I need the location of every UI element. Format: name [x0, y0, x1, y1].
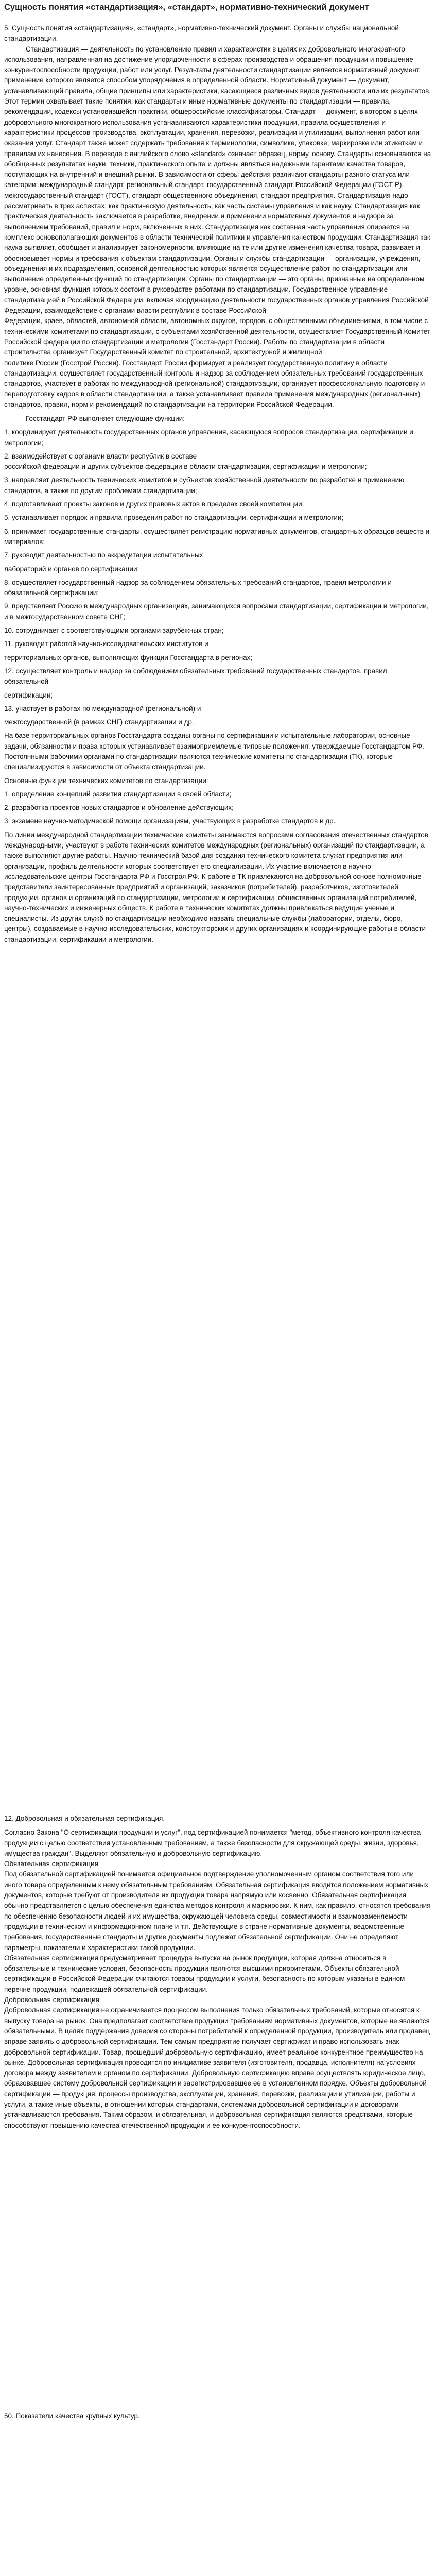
section-12	[4, 1814, 431, 2131]
list-item: территориальных органов, выполняющих функции Госстандарта в регионах;	[4, 653, 253, 662]
paragraph: Согласно Закона "О сертификации продукции и услуг", под сертификацией понимается "метод, объективного контроля качества продукции с целью соответствия установленным требованиям, а также безопасности для окружающей среды, жизни, здоровья, имущества граждан". Выделяют обязательную и добровольную сертификацию.	[4, 1828, 421, 1857]
list-item: межгосударственной (в рамках СНГ) стандартизации и др.	[4, 718, 194, 726]
list-item: 9. представляет Россию в международных организациях, занимающихся вопросами стандартизации, сертификации и метрологии, и в межгосударственном совете СНГ;	[4, 602, 429, 621]
list-item: 2. взаимодействует с органами власти республик в составе	[4, 452, 197, 460]
list-item: 7. руководит деятельностью по аккредитации испытательных	[4, 551, 203, 560]
list-item: 8. осуществляет государственный надзор за соблюдением обязательных требований стандартов, правил метрологии и обязательной сертификации;	[4, 578, 392, 597]
list-item: 6. принимает государственные стандарты, осуществляет регистрацию нормативных документов, стандартных образцов веществ и материалов;	[4, 527, 430, 546]
section-5	[4, 23, 431, 945]
duties-intro: Госстандарт РФ выполняет следующие функции:	[26, 414, 185, 422]
paragraph: По линии международной стандартизации технические комитеты занимаются вопросами согласования отечественных стандартов международными, участвуют в работе технических комитетов международных (региональных) организаций по стандартизации, а также выполняют другие работы. Научно-технический базой для создания технического комитета служат предприятия или организации, профиль деятельности которых соответствует его специализации. Их участие включается в научно-исследовательские центры Госстандарта РФ и Госстроя РФ. К работе в ТК привлекаются на добровольной основе полномочные представители заинтересованных предприятий и организаций, заказчиков (потребителей), разработчиков, изготовителей продукции, органов и организаций по стандартизации, метрологии и сертификации, общественных организаций потребителей, научно-технических и инженерных обществ. К работе в технических комитетах должны привлекаться ведущие ученые и специалисты. Из других служб по стандартизации необходимо назвать специальные службы (лаборатории, отделы, бюро, центры), создаваемые в научно-исследовательских, конструкторских и других организациях и координирующие работы в области стандартизации, сертификации и метрологии.	[4, 831, 428, 943]
list-item: 3. направляет деятельность технических комитетов и субъектов хозяйственной деятельности по разработке и применению стандартов, а также по другим проблемам стандартизации;	[4, 476, 405, 495]
list-item: 2. разработка проектов новых стандартов и обновление действующих;	[4, 804, 234, 812]
list-item: 13. участвует в работах по международной (региональной) и	[4, 704, 201, 713]
section-50-heading: 50. Показатели качества крупных культур.	[4, 2412, 140, 2420]
list-item: 10. сотрудничает с соответствующими органами зарубежных стран;	[4, 626, 224, 635]
section-12-heading: 12. Добровольная и обязательная сертификация.	[4, 1815, 165, 1822]
list-item: сертификации;	[4, 691, 53, 699]
paragraph: Добровольная сертификация не ограничивается процессом выполнения только обязательных требований, которые относятся к выпуску товара на рынок. Она предполагает соответствие продукции требованиям нормативных документов, которые не являются обязательными. В целях поддержания доверия со стороны потребителей к определенной продукции, производитель или продавец вправе заявить о добровольной сертификации. Тем самым предприятие получает сертификат и право использовать знак добровольной сертификации. Товар, прошедший добровольную сертификацию, имеет реальное конкурентное преимущество на рынке. Добровольная сертификация проводится по инициативе заявителя (изготовителя, продавца, исполнителя) на условиях договора между заявителем и органом по сертификации. Добровольную сертификацию вправе осуществлять юридическое лицо, образовавшее систему добровольной сертификации и зарегистрировавшее ее в установленном порядке. Объекты добровольной сертификации — продукция, процессы производства, эксплуатации, хранения, перевозки, реализации и утилизации, работы и услуги, а также иные объекты, в отношении которых стандартами, системами добровольной сертификации и договорами устанавливаются требования. Таким образом, и обязательная, и добровольная сертификация являются средствами, которые способствуют повышению качества отечественной продукции и ее конкурентоспособности.	[4, 2006, 430, 2129]
paragraph: Федерации, краев, областей, автономной области, автономных округов, городов, с общественными объединениями, в том числе с техническими комитетами по стандартизации, с субъектами хозяйственной деятельности, осуществляет Государственный Комитет Российской федерации по стандартизации и метрологии (Госстандарт России). Работы по стандартизации в области строительства организует Государственный комитет по строительной, архитектурной и жилищной	[4, 317, 431, 357]
paragraph: политике России (Госстрой России). Госстандарт России формирует и реализует государственную политику в области стандартизации, осуществляет государственный контроль и надзор за соблюдением обязательных требований государственных стандартов, участвует в работах по международной (региональной) стандартизации, организует профессиональную подготовку и переподготовку кадров в области стандартизации, а также устанавливает правила применения международных (региональных) стандартов, правил, норм и рекомендаций по стандартизации на территории Российской Федерации.	[4, 359, 425, 409]
subheading: Обязательная сертификация	[4, 1860, 98, 1868]
list-item: российской федерации и других субъектов федерации в области стандартизации, сертификации и метрологии;	[4, 463, 367, 471]
list-item: 4. подготавливает проекты законов и других правовых актов в пределах своей компетенции;	[4, 500, 304, 509]
list-item: 12. осуществляет контроль и надзор за соблюдением обязательных требований государственных стандартов, правил обязательной	[4, 667, 387, 686]
paragraph: Под обязательной сертификацией понимается официальное подтверждение уполномоченным органом соответствия того или иного товара определенным к нему обязательным требованиям. Обязательная сертификация вводится положением нормативных документов, которые требуют от производителя их продукции товара напрямую или косвенно. Обязательная сертификация обычно представляется с целью обеспечения единства методов контроля и маркировки. К ним, как правило, относятся требования по обеспечению безопасности людей и их имущества, окружающей человека среды, совместимости и взаимозаменяемости продукции в техническом и информационном плане и т.п. Действующие в стране нормативные документы, ведомственные требования, государственные стандарты и другие документы подлежат обязательной сертификации. Они не определяют параметры, показатели и характеристики такой продукции.	[4, 1870, 431, 1952]
paragraph: Обязательная сертификация предусматривает процедура выпуска на рынок продукции, которая должна относиться в обязательные и технические условия, безопасность продукции являются высшими приоритетами. Объекты обязательной сертификации в Российской Федерации считаются товары продукции и услуги, безопасность по которым указаны в едином перечне продукции, подлежащей обязательной сертификации.	[4, 1954, 405, 1993]
paragraph: На базе территориальных органов Госстандарта созданы органы по сертификации и испытательные лаборатории, основные задачи, обязанности и права которых устанавливает взаимоприемлемые типовые положения, утверждаемые Госстандартом РФ. Постоянными рабочими органами по стандартизации являются технические комитеты по стандартизации (ТК), которые специализируются в зависимости от объекта стандартизации.	[4, 732, 424, 771]
paragraph: Основные функции технических комитетов по стандартизации:	[4, 776, 208, 785]
list-item: 11. руководит работой научно-исследовательских институтов и	[4, 640, 208, 648]
list-item: 3. экзамене научно-методической помощи организациям, участвующих в разработке стандартов и др.	[4, 817, 336, 825]
subheading: Добровольная сертификация	[4, 1996, 99, 2004]
section-5-heading: 5. Сущность понятия «стандартизация», «стандарт», нормативно-технический документ. Органы и службы национальной стандартизации.	[4, 24, 399, 43]
list-item: 1. координирует деятельность государственных органов управления, касающуюся вопросов стандартизации, сертификации и метрологии;	[4, 428, 413, 447]
page-title: Сущность понятия «стандартизация», «стандарт», нормативно-технический документ	[4, 3, 369, 12]
list-item: 1. определение концепций развития стандартизации в своей области;	[4, 790, 232, 798]
list-item: лабораторий и органов по сертификации;	[4, 565, 139, 573]
list-item: 5. устанавливает порядок и правила проведения работ по стандартизации, сертификации и метрологии;	[4, 514, 344, 522]
paragraph: Стандартизация — деятельность по установлению правил и характеристик в целях их добровольного многократного использования, направленная на достижение упорядоченности в сферах производства и обращения продукции и повышение конкурентоспособности продукции, работ или услуг. Результаты деятельности стандартизации является нормативный документ, применение которого является способом упорядочения в определенной области. Нормативный документ — документ, устанавливающий правила, общие принципы или характеристики, касающиеся различных видов деятельности или их результатов. Этот термин охватывает такие понятия, как стандарты и иные нормативные документы по стандартизации — правила, рекомендации, кодексы установившейся практики, общероссийские классификаторы. Стандарт — документ, в котором в целях добровольного многократного использования устанавливаются характеристики продукции, правила осуществления и характеристики процессов производства, эксплуатации, хранения, перевозки, реализации и утилизации, выполнения работ или оказания услуг. Стандарт также может содержать требования к терминологии, символике, упаковке, маркировке или этикеткам и правилам их нанесения. В переводе с английского слово «standard» означает образец, норму, основу. Стандарты основываются на обобщенных результатах науки, техники, практического опыта и должны являться надежными гарантами качества товаров, поступающих на внутренний и внешний рынки. В зависимости от сферы действия различают стандарты разного статуса или категории: международный стандарт, региональный стандарт, государственный стандарт Российской Федерации (ГОСТ Р), межгосударственный стандарт (ГОСТ), стандарт общественного объединения, стандарт предприятия. Стандартизация надо рассматривать в трех аспектах: как практическую деятельность, как часть системы управления и как науку. Стандартизация как практическая деятельность заключается в разработке, внедрении и применении нормативных документов и надзоре за выполнением требований, правил и норм, включенных в них. Стандартизация как составная часть управления опирается на комплекс основополагающих документов в области технической политики и управления качеством продукции. Стандартизация как наука выявляет, обобщает и анализирует закономерности, влияющие на те или другие изменения качества товара, развивает и обосновывает нормы и требования к объектам стандартизации. Органы и службы стандартизации — организации, учреждения, объединения и их подразделения, основной деятельностью которых является осуществление работ по стандартизации или выполнение определенных функций по стандартизации. Органы по стандартизации — это органы, признанные на определенном уровне, основная функция которых состоит в руководстве работами по стандартизации. Государственное управление стандартизацией в Российской Федерации, включая координацию деятельности государственных органов управления Российской Федерации, взаимодействие с органами власти республик в составе Российской	[4, 45, 431, 315]
